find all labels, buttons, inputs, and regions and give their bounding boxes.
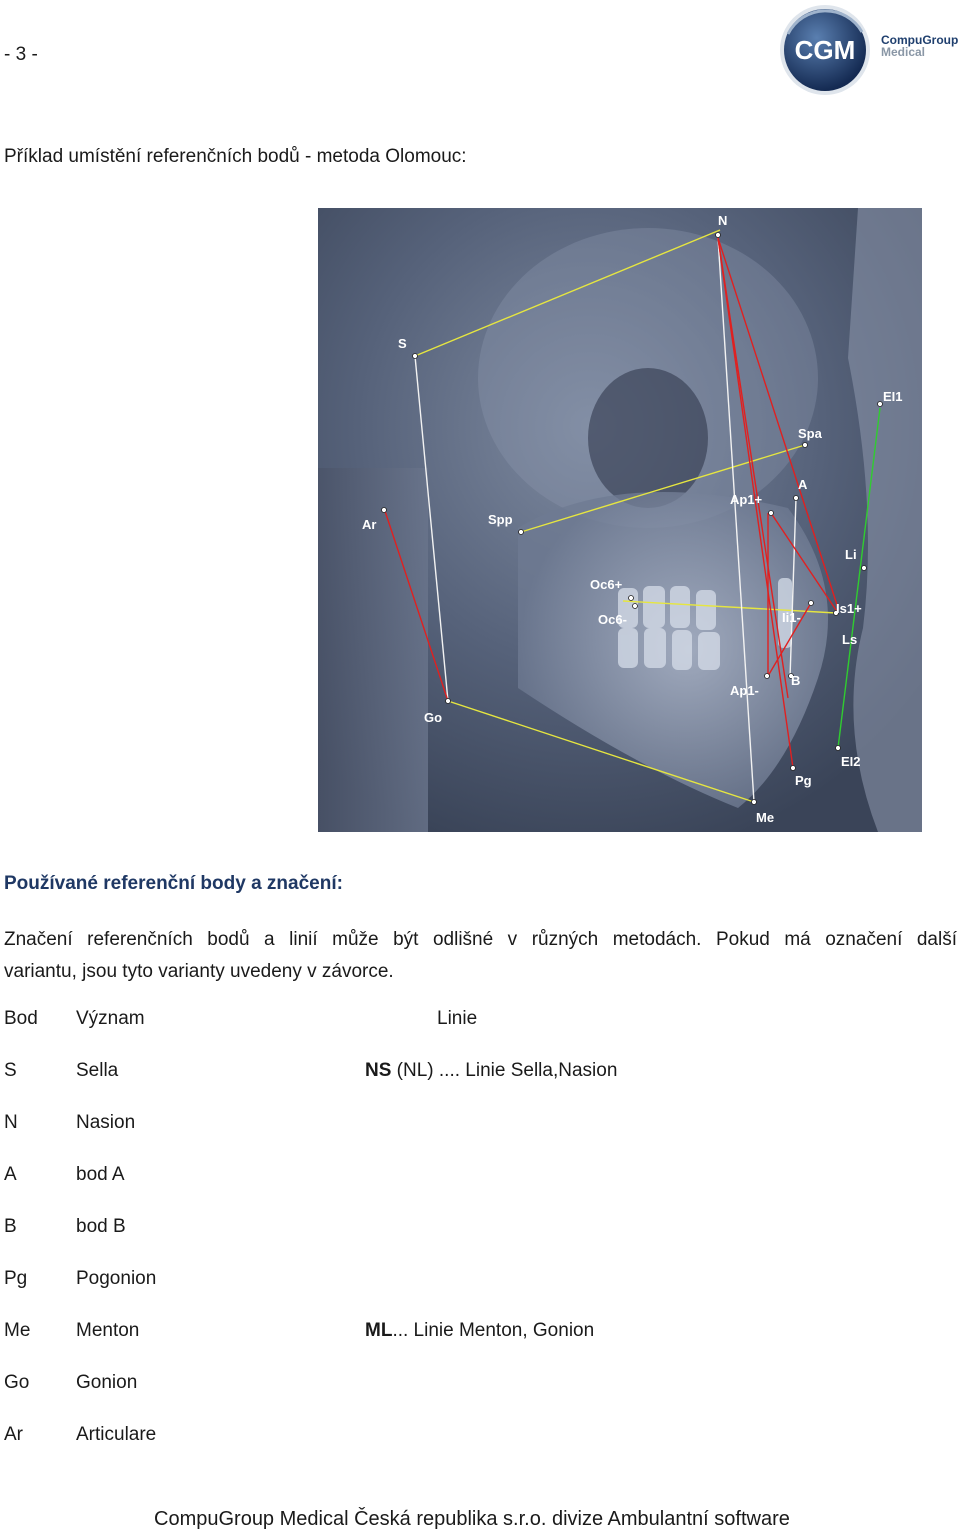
line-code: ML	[365, 1320, 393, 1341]
point-meaning: Nasion	[76, 1112, 136, 1133]
section-heading: Používané referenční body a značení:	[4, 873, 343, 894]
point-code: S	[4, 1060, 17, 1081]
point-meaning: Menton	[76, 1320, 140, 1341]
point-meaning: Gonion	[76, 1372, 138, 1393]
point-code: Pg	[4, 1268, 28, 1289]
intro-text: Příklad umístění referenčních bodů - metoda Olomouc:	[4, 146, 467, 167]
table-row	[0, 1268, 960, 1296]
label-Ap1p: Ap1+	[730, 492, 763, 507]
label-B: B	[791, 673, 801, 688]
point-code: A	[4, 1164, 17, 1185]
table-row	[0, 1424, 960, 1452]
header-bod: Bod	[4, 1008, 38, 1029]
logo-line1: CompuGroup	[881, 33, 959, 47]
svg-text:CGM: CGM	[794, 35, 856, 65]
cephalometric-xray	[318, 208, 922, 832]
paragraph-line-1: Značení referenčních bodů a linií může být odlišné v různých metodách. Pokud má označení další	[4, 929, 957, 950]
label-Ar: Ar	[362, 517, 377, 532]
cgm-logo-mark	[776, 4, 886, 96]
label-Ap1m: Ap1-	[730, 683, 759, 698]
table-row	[0, 1372, 960, 1400]
label-Ls: Ls	[842, 632, 858, 647]
label-N: N	[718, 213, 728, 228]
table-header	[0, 1008, 960, 1036]
logo-line2: Medical	[881, 45, 926, 59]
line-text: ... Linie Menton, Gonion	[392, 1320, 595, 1341]
page-footer: CompuGroup Medical Česká republika s.r.o. divize Ambulantní software	[154, 1508, 790, 1530]
point-code: N	[4, 1112, 18, 1133]
label-A: A	[798, 477, 808, 492]
line-description	[365, 1060, 617, 1082]
line-text: (NL) .... Linie Sella,Nasion	[391, 1060, 618, 1081]
point-meaning: bod A	[76, 1164, 125, 1185]
point-code: B	[4, 1216, 17, 1237]
label-Pg: Pg	[795, 773, 812, 788]
point-code: Me	[4, 1320, 31, 1341]
line-description	[365, 1320, 594, 1342]
label-Is1p: Is1+	[836, 601, 862, 616]
label-Spa: Spa	[798, 426, 822, 441]
header-linie: Linie	[437, 1008, 478, 1029]
label-Me: Me	[756, 810, 775, 825]
label-Ei2: EI2	[841, 754, 861, 769]
table-row	[0, 1216, 960, 1244]
table-row	[0, 1112, 960, 1140]
label-Spp: Spp	[488, 512, 513, 527]
table-row	[0, 1060, 960, 1088]
table-row	[0, 1320, 960, 1348]
label-S: S	[398, 336, 407, 351]
line-code: NS	[365, 1060, 392, 1081]
header-vyznam: Význam	[76, 1008, 145, 1029]
point-code: Go	[4, 1372, 30, 1393]
description-paragraph	[4, 924, 957, 988]
label-Oc6p: Oc6+	[590, 577, 623, 592]
xray-image	[318, 208, 922, 832]
point-meaning: Articulare	[76, 1424, 157, 1445]
label-Li: Li	[845, 547, 857, 562]
point-meaning: Sella	[76, 1060, 119, 1081]
point-meaning: Pogonion	[76, 1268, 157, 1289]
label-Ii1: Ii1-	[782, 610, 801, 625]
paragraph-line-2: variantu, jsou tyto varianty uvedeny v závorce.	[4, 961, 394, 982]
label-Go: Go	[424, 710, 443, 725]
cgm-logo	[776, 4, 959, 96]
label-Oc6m: Oc6-	[598, 612, 627, 627]
table-row	[0, 1164, 960, 1192]
label-Ei1: EI1	[883, 389, 903, 404]
point-meaning: bod B	[76, 1216, 126, 1237]
page-number: - 3 -	[4, 44, 38, 65]
point-code: Ar	[4, 1424, 23, 1445]
